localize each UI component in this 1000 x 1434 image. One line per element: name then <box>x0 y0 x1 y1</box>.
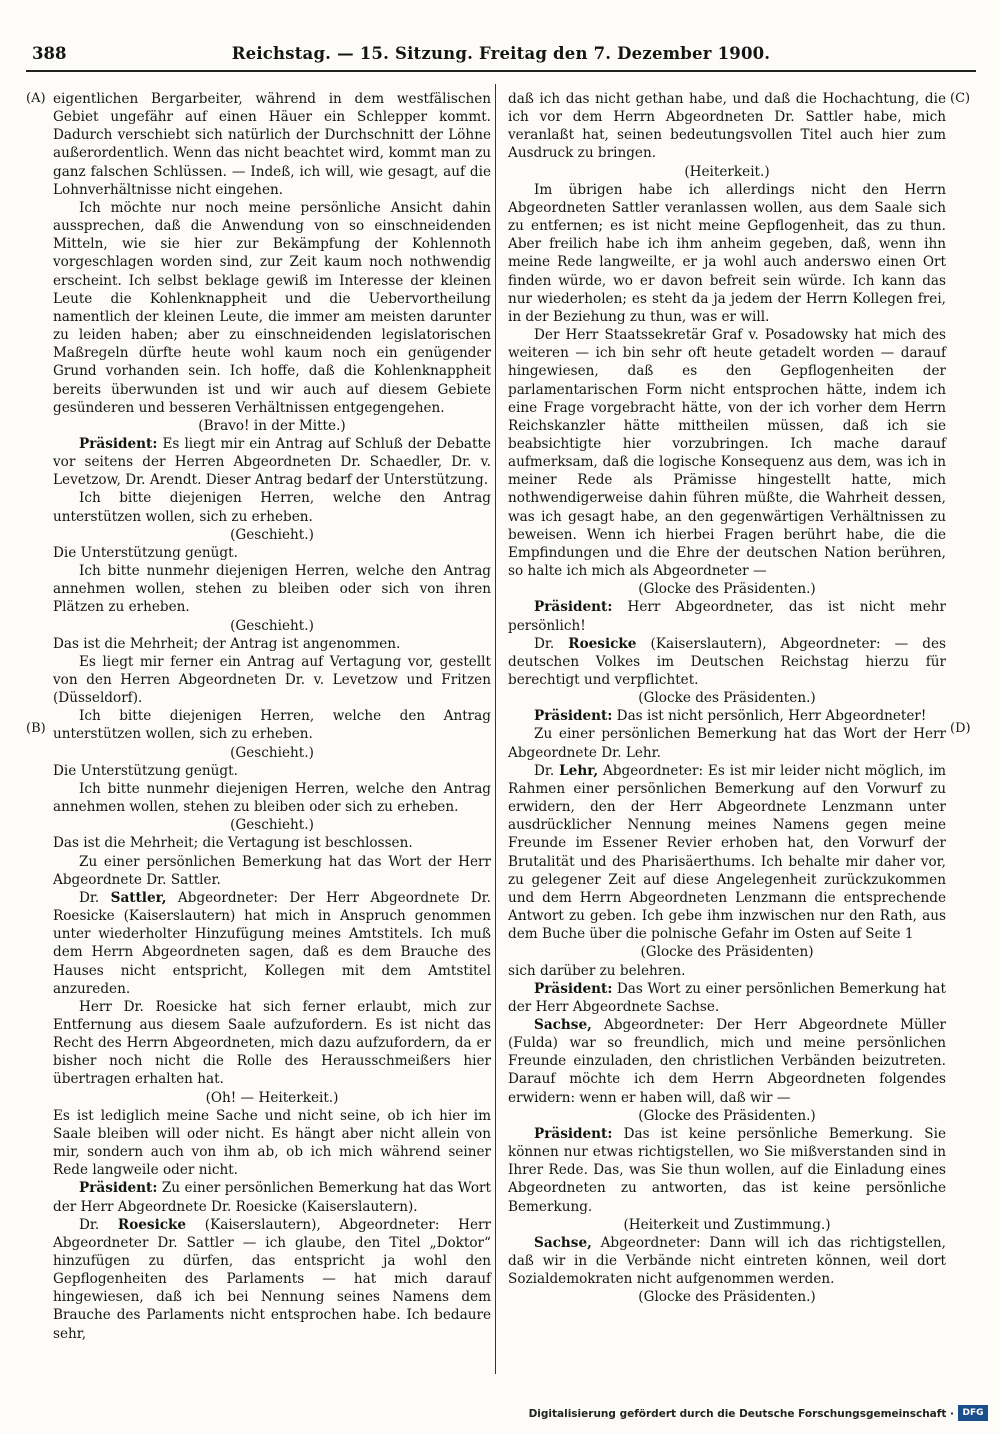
paragraph: Ich bitte diejenigen Herren, welche den Antrag unterstützen wollen, sich zu erheben. <box>53 708 491 743</box>
paragraph: Im übrigen habe ich allerdings nicht den Herrn Abgeordneten Sattler veranlassen wollen, aus dem Saale sich zu entfernen; es ist nicht meine Gepflogenheit, das zu thun. Aber freilich habe ich ihm anheim gegeben, daß, wenn ihn meine Rede langweilte, er ja wohl auch anderswo einen Ort finden würde, wo er davon befreit sein würde. Ich kann das nur wiederholen; es steht da ja jedem der Herrn Kollegen frei, in der Beziehung zu thun, was er will. <box>508 181 946 325</box>
header-rule <box>26 70 976 72</box>
margin-marker-b: (B) <box>26 721 46 736</box>
speaker-name: Sachse, <box>534 1016 592 1033</box>
speaker-name: Lehr, <box>559 762 599 779</box>
page-number: 388 <box>32 44 67 63</box>
speaker-paragraph: Sachse, Abgeordneter: Dann will ich das richtigstellen, daß wir in die Verbände nicht eintreten können, weil dort Sozialdemokraten nicht aufgenommen werden. <box>508 1234 947 1288</box>
interjection: (Glocke des Präsidenten.) <box>638 1289 816 1306</box>
speaker-name: Sachse, <box>534 1234 592 1251</box>
speaker-name: Präsident: <box>79 435 158 452</box>
paragraph: Die Unterstützung genügt. <box>53 544 238 561</box>
interjection: (Oh! — Heiterkeit.) <box>205 1089 339 1106</box>
paragraph: Es ist lediglich meine Sache und nicht seine, ob ich hier im Saale bleiben will oder nicht. Es hängt aber nicht allein von mir, sondern auch von ihm ab, ob ich mich während seiner Rede langweile oder nicht. <box>53 1107 491 1179</box>
left-column <box>53 90 491 1343</box>
paragraph: Ich bitte nunmehr diejenigen Herren, welche den Antrag annehmen wollen, stehen zu bleiben oder sich von ihren Plätzen zu erheben. <box>53 563 491 616</box>
speaker-paragraph: Präsident: Es liegt mir ein Antrag auf Schluß der Debatte vor seitens der Herren Abgeordneten Dr. Schaedler, Dr. v. Levetzow, Dr. Arendt. Dieser Antrag bedarf der Unterstützung. <box>53 435 491 489</box>
speaker-paragraph: Präsident: Zu einer persönlichen Bemerkung hat das Wort der Herr Abgeordnete Dr. Roesicke (Kaiserslautern). <box>53 1180 491 1215</box>
paragraph: Herr Dr. Roesicke hat sich ferner erlaubt, mich zur Entfernung aus diesem Saale aufzufordern. Es ist nicht das Recht des Herrn Abgeordneten, mich dazu aufzufordern, da er bisher noch nicht die Rolle des Herausschmeißers hier übertragen erhalten hat. <box>53 998 491 1088</box>
speaker-name: Präsident: <box>534 599 613 616</box>
paragraph: sich darüber zu belehren. <box>508 962 686 979</box>
interjection: (Geschieht.) <box>230 526 314 543</box>
speaker-name: Präsident: <box>534 708 613 725</box>
interjection: (Geschieht.) <box>230 817 314 834</box>
speaker-paragraph: Dr. Lehr, Abgeordneter: Es ist mir leider nicht möglich, im Rahmen einer persönlichen Bemerkung auf den Vorwurf zu erwidern, den der Herr Abgeordnete Lenzmann unter ausdrücklicher Nennung meines Namens gegen meine Freunde im Essener Revier erhoben hat, den Vorwurf der Brutalität und des Pharisäerthums. Ich behalte mir daher vor, zu gelegener Zeit auf diese Angelegenheit zurückzukommen und dem Herrn Abgeordneten Lenzmann die entsprechende Antwort zu geben. Ich gebe ihm inzwischen nur den Rath, aus dem Buche über die polnische Gefahr im Osten auf Seite 1 <box>508 762 946 943</box>
margin-marker-d: (D) <box>950 721 971 736</box>
interjection: (Bravo! in der Mitte.) <box>198 417 346 434</box>
speaker-paragraph: Präsident: Das ist nicht persönlich, Herr Abgeordneter! <box>534 708 927 725</box>
interjection: (Glocke des Präsidenten) <box>640 944 814 961</box>
speaker-paragraph: Präsident: Herr Abgeordneter, das ist nicht mehr persönlich! <box>508 599 946 634</box>
margin-marker-a: (A) <box>26 91 46 106</box>
paragraph: Ich möchte nur noch meine persönliche Ansicht dahin aussprechen, daß die Anwendung von so einschneidenden Mitteln, wie sie hier zur Bekämpfung der Kohlennoth vorgeschlagen worden sind, zur Zeit kaum noch nothwendig erscheint. Ich selbst beklage gewiß im Interesse der kleinen Leute die Kohlenknappheit und die Uebervortheilung namentlich der kleinen Leute, die immer am meisten darunter zu leiden haben; aber zu einschneidenden legislatorischen Maßregeln dürfte heute wohl kaum noch ein genügender Grund vorhanden sein. Ich hoffe, daß die Kohlenknappheit bereits überwunden ist und wir auch auf diesem Gebiete gesünderen und besseren Verhältnissen entgegengehen. <box>53 199 491 416</box>
paragraph: daß ich das nicht gethan habe, und daß die Hochachtung, die ich vor dem Herrn Abgeordneten Dr. Sattler habe, mich veranlaßt hat, seinen bedeutungsvollen Titel auch hier zum Ausdruck zu bringen. <box>508 91 946 162</box>
speaker-name: Roesicke <box>568 635 637 652</box>
paragraph: Ich bitte diejenigen Herren, welche den Antrag unterstützen wollen, sich zu erheben. <box>53 490 491 525</box>
speaker-paragraph: Dr. Roesicke (Kaiserslautern), Abgeordneter: — des deutschen Volkes im Deutschen Reichstag hierzu für berechtigt und verpflichtet. <box>508 635 946 688</box>
digitization-credit: Digitalisierung gefördert durch die Deutsche Forschungsgemeinschaft · <box>528 1408 954 1420</box>
paragraph: Zu einer persönlichen Bemerkung hat das Wort der Herr Abgeordnete Dr. Sattler. <box>53 853 491 888</box>
speaker-paragraph: Präsident: Das ist keine persönliche Bemerkung. Sie können nur etwas richtigstellen, wo Sie mißverstanden sind in Ihrer Rede. Das, was Sie thun wollen, auf die Einladung eines Abgeordneten zu antworten, das ist keine persönliche Bemerkung. <box>508 1125 947 1215</box>
paragraph: Es liegt mir ferner ein Antrag auf Vertagung vor, gestellt von den Herren Abgeordneten Dr. v. Levetzow und Fritzen (Düsseldorf). <box>53 653 491 707</box>
interjection: (Heiterkeit.) <box>684 163 770 180</box>
right-column <box>508 90 946 1306</box>
running-header <box>26 40 976 70</box>
paragraph: Der Herr Staatssekretär Graf v. Posadowsky hat mich des weiteren — ich bin sehr oft heute getadelt worden — darauf hingewiesen, daß es den Gepflogenheiten der parlamentarischen Form nicht entsprochen hätte, indem ich eine Frage vorgebracht hätte, von der ich vorher dem Herrn Reichskanzler hätte mittheilen müssen, daß ich sie beabsichtigte hier vorzubringen. Ich mache darauf aufmerksam, daß die logische Konsequenz aus dem, was ich in meiner Rede als Prämisse hingestellt hatte, mich nothwendigerweise dahin führen müßte, die Wahrheit dessen, was ich gesagt habe, an den gegenwärtigen Verhältnissen zu beweisen. Wenn ich hierbei Fragen berührt habe, die die Empfindungen und die Ehre der deutschen Nation berühren, so halte ich mich als Abgeordneter — <box>508 327 946 580</box>
margin-marker-c: (C) <box>950 91 971 106</box>
speaker-paragraph: Dr. Roesicke (Kaiserslautern), Abgeordneter: Herr Abgeordneter Dr. Sattler — ich glaube, den Titel „Doktor“ hinzufügen zu dürfen, das entspricht ja wohl den Gepflogenheiten des Parlaments — hat mich darauf hingewiesen, daß ich bei Nennung seines Namens dem Brauche des Parlaments nicht entsprochen habe. Ich bedaure sehr, <box>53 1216 492 1342</box>
interjection: (Glocke des Präsidenten.) <box>638 581 816 598</box>
speaker-name: Roesicke <box>117 1216 187 1233</box>
interjection: (Geschieht.) <box>230 617 314 634</box>
paragraph: Zu einer persönlichen Bemerkung hat das Wort der Herr Abgeordnete Dr. Lehr. <box>508 726 946 761</box>
speaker-paragraph: Dr. Sattler, Abgeordneter: Der Herr Abgeordnete Dr. Roesicke (Kaiserslautern) hat mich in Anspruch genommen unter wiederholter Hinzufügung meines Amtstitels. Ich muß dem Herrn Abgeordneten sagen, daß es dem Brauche des Hauses nicht entspricht, Kollegen mit dem Amtstitel anzureden. <box>53 889 491 997</box>
paragraph: eigentlichen Bergarbeiter, während in dem westfälischen Gebiet ungefähr auf einen Häuer ein Schlepper kommt. Dadurch verschiebt sich natürlich der Durchschnitt der Löhne außerordentlich. Wenn das nicht beachtet wird, kommt man zu ganz falschen Schlüssen. — Indeß, ich will, wie gesagt, auf die Lohnverhältnisse nicht eingehen. <box>53 91 491 198</box>
speaker-name: Präsident: <box>79 1180 158 1197</box>
speaker-name: Präsident: <box>534 1125 613 1142</box>
interjection: (Glocke des Präsidenten.) <box>638 690 816 707</box>
paragraph: Ich bitte nunmehr diejenigen Herren, welche den Antrag annehmen wollen, stehen zu bleiben oder sich zu erheben. <box>53 780 491 816</box>
speaker-paragraph: Präsident: Das Wort zu einer persönlichen Bemerkung hat der Herr Abgeordnete Sachse. <box>508 980 946 1015</box>
interjection: (Geschieht.) <box>230 744 314 761</box>
running-title: Reichstag. — 15. Sitzung. Freitag den 7. Dezember 1900. <box>231 44 771 63</box>
paragraph: Die Unterstützung genügt. <box>53 762 238 779</box>
speaker-name: Präsident: <box>534 980 613 997</box>
paragraph: Das ist die Mehrheit; die Vertagung ist beschlossen. <box>53 835 413 852</box>
interjection: (Glocke des Präsidenten.) <box>638 1107 816 1124</box>
paragraph: Das ist die Mehrheit; der Antrag ist angenommen. <box>53 635 401 652</box>
dfg-logo-icon: DFG <box>958 1405 988 1421</box>
speaker-paragraph: Sachse, Abgeordneter: Der Herr Abgeordnete Müller (Fulda) war so freundlich, mich und meine persönlichen Freunde einzuladen, den christlichen Verbänden beizutreten. Darauf möchte ich dem Herrn Abgeordneten folgendes erwidern: wenn er haben will, daß wir — <box>508 1016 946 1106</box>
column-divider <box>495 84 496 1374</box>
speaker-name: Sattler, <box>110 889 167 906</box>
interjection: (Heiterkeit und Zustimmung.) <box>623 1216 831 1233</box>
